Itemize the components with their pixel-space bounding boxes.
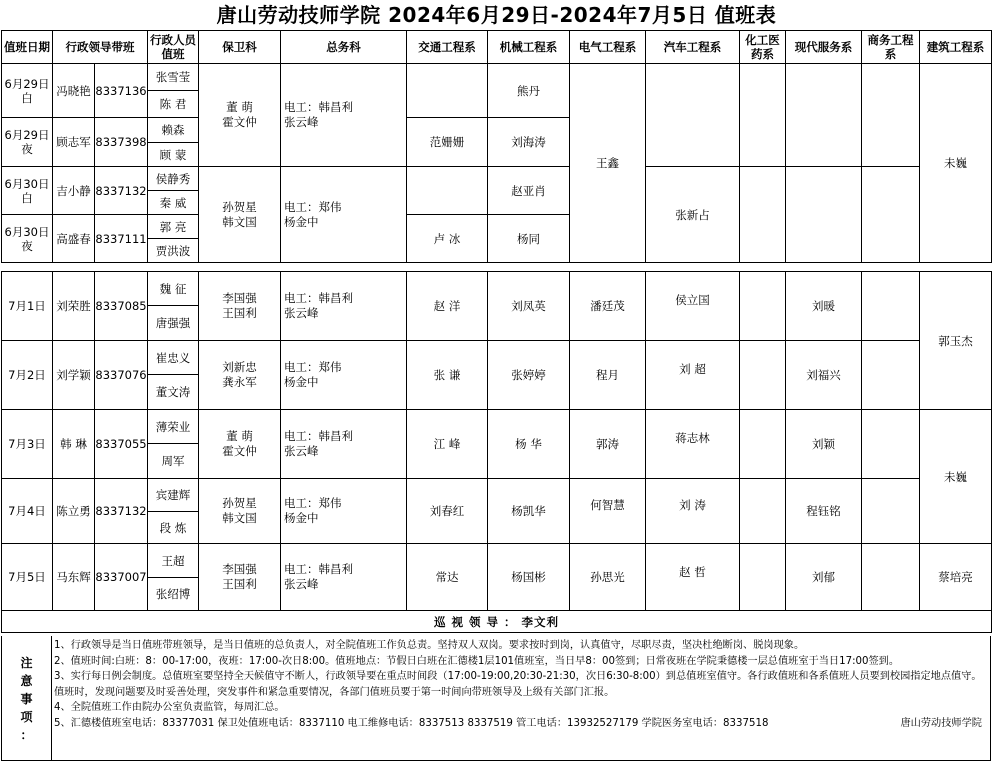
- business-cell: [862, 479, 920, 544]
- modern-cell: 刘福兴: [786, 341, 862, 410]
- security-cell: 董 萌 霍文仲: [199, 410, 281, 479]
- staff-cell: 张雪莹: [148, 64, 199, 91]
- security-cell: 董 萌 霍文仲: [199, 64, 281, 167]
- electrical-cell: 何智慧: [570, 479, 646, 544]
- header-cell: 商务工程系: [862, 31, 920, 64]
- general-affairs-cell: 电工：韩昌利 张云峰: [281, 272, 407, 341]
- duty-table: [1, 30, 992, 263]
- date-cell: 6月30日 夜: [2, 215, 53, 263]
- date-cell: 6月29日 白: [2, 64, 53, 118]
- leader-phone: 8337398: [95, 118, 148, 167]
- note-item: 5、汇德楼值班室电话：83377031 保卫处值班电话：8337110 电工维修电话：8337513 8337519 管工电话：13932527179 学院医务室电话：8337518 唐山劳动技师学院: [54, 716, 988, 732]
- traffic-cell: 常达: [407, 544, 488, 611]
- header-cell: 交通工程系: [407, 31, 488, 64]
- leader-phone: 8337076: [95, 341, 148, 410]
- leader-cell: 陈立勇: [53, 479, 95, 544]
- chem-cell: [740, 64, 786, 167]
- table-row: [2, 341, 992, 375]
- table-row: [2, 167, 992, 191]
- traffic-cell: 江 峰: [407, 410, 488, 479]
- leader-cell: 顾志军: [53, 118, 95, 167]
- leader-phone: 8337132: [95, 167, 148, 215]
- staff-cell: 段 炼: [148, 512, 199, 544]
- staff-cell: 魏 征: [148, 272, 199, 306]
- electrical-cell: 程月: [570, 341, 646, 410]
- staff-cell: 崔忠义: [148, 341, 199, 375]
- staff-cell: 王超: [148, 544, 199, 578]
- chem-cell: [740, 341, 786, 410]
- building-cell: 蔡培亮: [920, 544, 992, 611]
- traffic-cell: 赵 洋: [407, 272, 488, 341]
- auto-cell: 刘 涛: [646, 479, 740, 544]
- general-affairs-cell: 电工：郑伟 杨金中: [281, 479, 407, 544]
- chem-cell: [740, 544, 786, 611]
- traffic-cell: [407, 64, 488, 118]
- auto-cell: [646, 64, 740, 167]
- staff-cell: 张绍博: [148, 578, 199, 611]
- auto-cell: 侯立国: [646, 272, 740, 341]
- auto-cell: 张新占: [646, 167, 740, 263]
- patrol-leader: 巡 视 领 导 ： 李文利: [2, 611, 992, 633]
- mechanical-cell: 熊丹: [488, 64, 570, 118]
- header-cell: 保卫科: [199, 31, 281, 64]
- auto-cell: 刘 超: [646, 341, 740, 410]
- staff-cell: 秦 威: [148, 191, 199, 215]
- business-cell: [862, 272, 920, 341]
- header-row: [2, 31, 992, 64]
- header-cell: 现代服务系: [786, 31, 862, 64]
- staff-cell: 薄荣业: [148, 410, 199, 444]
- staff-cell: 顾 蒙: [148, 143, 199, 167]
- leader-cell: 刘学颖: [53, 341, 95, 410]
- general-affairs-cell: 电工：韩昌利 张云峰: [281, 544, 407, 611]
- mechanical-cell: 杨同: [488, 215, 570, 263]
- electrical-cell: 潘廷茂: [570, 272, 646, 341]
- building-cell: 未巍: [920, 410, 992, 544]
- auto-cell: 蒋志林: [646, 410, 740, 479]
- date-cell: 7月3日: [2, 410, 53, 479]
- patrol-row: [2, 611, 992, 633]
- business-cell: [862, 167, 920, 263]
- building-cell: 郭玉杰: [920, 272, 992, 410]
- header-cell: 建筑工程系: [920, 31, 992, 64]
- staff-cell: 董文涛: [148, 375, 199, 410]
- general-affairs-cell: 电工：韩昌利 张云峰: [281, 410, 407, 479]
- mechanical-cell: 杨国彬: [488, 544, 570, 611]
- staff-cell: 唐强强: [148, 306, 199, 341]
- leader-cell: 冯晓艳: [53, 64, 95, 118]
- security-cell: 李国强 王国利: [199, 272, 281, 341]
- header-cell: 行政人员值班: [148, 31, 199, 64]
- header-cell: 机械工程系: [488, 31, 570, 64]
- staff-cell: 周军: [148, 444, 199, 479]
- table-row: [2, 544, 992, 578]
- auto-cell: 赵 哲: [646, 544, 740, 611]
- traffic-cell: 刘春红: [407, 479, 488, 544]
- chem-cell: [740, 479, 786, 544]
- traffic-cell: 范姗姗: [407, 118, 488, 167]
- business-cell: [862, 544, 920, 611]
- general-affairs-cell: 电工：郑伟 杨金中: [281, 341, 407, 410]
- mechanical-cell: 杨 华: [488, 410, 570, 479]
- duty-table-lower: [1, 271, 992, 633]
- business-cell: [862, 410, 920, 479]
- modern-cell: [786, 167, 862, 263]
- school-name: 唐山劳动技师学院: [900, 717, 982, 729]
- electrical-cell: 郭涛: [570, 410, 646, 479]
- table-row: [2, 272, 992, 306]
- staff-cell: 宾建辉: [148, 479, 199, 512]
- security-cell: 刘新忠 龚永军: [199, 341, 281, 410]
- date-cell: 6月29日 夜: [2, 118, 53, 167]
- chem-cell: [740, 410, 786, 479]
- header-cell: 行政领导带班: [53, 31, 148, 64]
- table-row: [2, 479, 992, 512]
- note-item: 4、全院值班工作由院办公室负责监管，每周汇总。: [54, 702, 285, 713]
- date-cell: 7月4日: [2, 479, 53, 544]
- notes-body: [54, 638, 988, 731]
- modern-cell: 程钰铭: [786, 479, 862, 544]
- leader-phone: 8337136: [95, 64, 148, 118]
- header-cell: 汽车工程系: [646, 31, 740, 64]
- business-cell: [862, 64, 920, 167]
- header-cell: 化工医药系: [740, 31, 786, 64]
- modern-cell: [786, 64, 862, 167]
- security-cell: 孙贺星 韩文国: [199, 479, 281, 544]
- staff-cell: 贾洪波: [148, 239, 199, 263]
- leader-phone: 8337007: [95, 544, 148, 611]
- staff-cell: 陈 君: [148, 91, 199, 118]
- mechanical-cell: 赵亚肖: [488, 167, 570, 215]
- notes-section: [1, 636, 991, 761]
- business-cell: [862, 341, 920, 410]
- leader-cell: 刘荣胜: [53, 272, 95, 341]
- leader-cell: 韩 琳: [53, 410, 95, 479]
- note-item: 2、值班时间:白班：8：00-17:00，夜班：17:00-次日8:00。值班地点：节假日白班在汇德楼1层101值班室，当日早8：00签到；日常夜班在学院秉德楼一层总值班室于当日17:00签到。: [54, 655, 900, 667]
- traffic-cell: 张 谦: [407, 341, 488, 410]
- electrical-cell: 孙思光: [570, 544, 646, 611]
- staff-cell: 郭 亮: [148, 215, 199, 239]
- header-cell: 电气工程系: [570, 31, 646, 64]
- date-cell: 7月5日: [2, 544, 53, 611]
- leader-phone: 8337111: [95, 215, 148, 263]
- modern-cell: 刘颖: [786, 410, 862, 479]
- date-cell: 6月30日 白: [2, 167, 53, 215]
- leader-cell: 吉小静: [53, 167, 95, 215]
- staff-cell: 赖森: [148, 118, 199, 143]
- chem-cell: [740, 167, 786, 263]
- note-item: 3、实行每日例会制度。总值班室要坚持全天候值守不断人，行政领导要在重点时间段（17:00-19:00,20:30-21:30，次日6:30-8:00）到总值班室值守。各行政值班和各系值班人员要到校园指定地点值守。值班时，发现问题要及时妥善处理，突发事件和紧急重要情况，各部门值班员要于第一时间向带班领导及上级有关部门汇报。: [54, 671, 982, 698]
- date-cell: 7月2日: [2, 341, 53, 410]
- note-item: 1、行政领导是当日值班带班领导，是当日值班的总负责人，对全院值班工作负总责。坚持双人双岗。要求按时到岗，认真值守，尽职尽责，坚决杜绝断岗、脱岗现象。: [54, 640, 805, 651]
- building-cell: 未巍: [920, 64, 992, 263]
- header-cell: 总务科: [281, 31, 407, 64]
- chem-cell: [740, 272, 786, 341]
- mechanical-cell: 刘海涛: [488, 118, 570, 167]
- security-cell: 孙贺星 韩文国: [199, 167, 281, 263]
- general-affairs-cell: 电工：郑伟 杨金中: [281, 167, 407, 263]
- security-cell: 李国强 王国利: [199, 544, 281, 611]
- notes-label: 注 意 事 项 ：: [2, 636, 52, 760]
- leader-phone: 8337085: [95, 272, 148, 341]
- date-cell: 7月1日: [2, 272, 53, 341]
- table-row: [2, 64, 992, 91]
- modern-cell: 刘郁: [786, 544, 862, 611]
- leader-cell: 马东辉: [53, 544, 95, 611]
- mechanical-cell: 刘凤英: [488, 272, 570, 341]
- staff-cell: 侯静秀: [148, 167, 199, 191]
- general-affairs-cell: 电工：韩昌利 张云峰: [281, 64, 407, 167]
- leader-phone: 8337132: [95, 479, 148, 544]
- leader-phone: 8337055: [95, 410, 148, 479]
- leader-cell: 高盛春: [53, 215, 95, 263]
- table-row: [2, 410, 992, 444]
- traffic-cell: [407, 167, 488, 215]
- modern-cell: 刘暖: [786, 272, 862, 341]
- header-cell: 值班日期: [2, 31, 53, 64]
- traffic-cell: 卢 冰: [407, 215, 488, 263]
- page-title: 唐山劳动技师学院 2024年6月29日-2024年7月5日 值班表: [216, 3, 777, 27]
- mechanical-cell: 张婷婷: [488, 341, 570, 410]
- mechanical-cell: 杨凯华: [488, 479, 570, 544]
- electrical-cell: 王鑫: [570, 64, 646, 263]
